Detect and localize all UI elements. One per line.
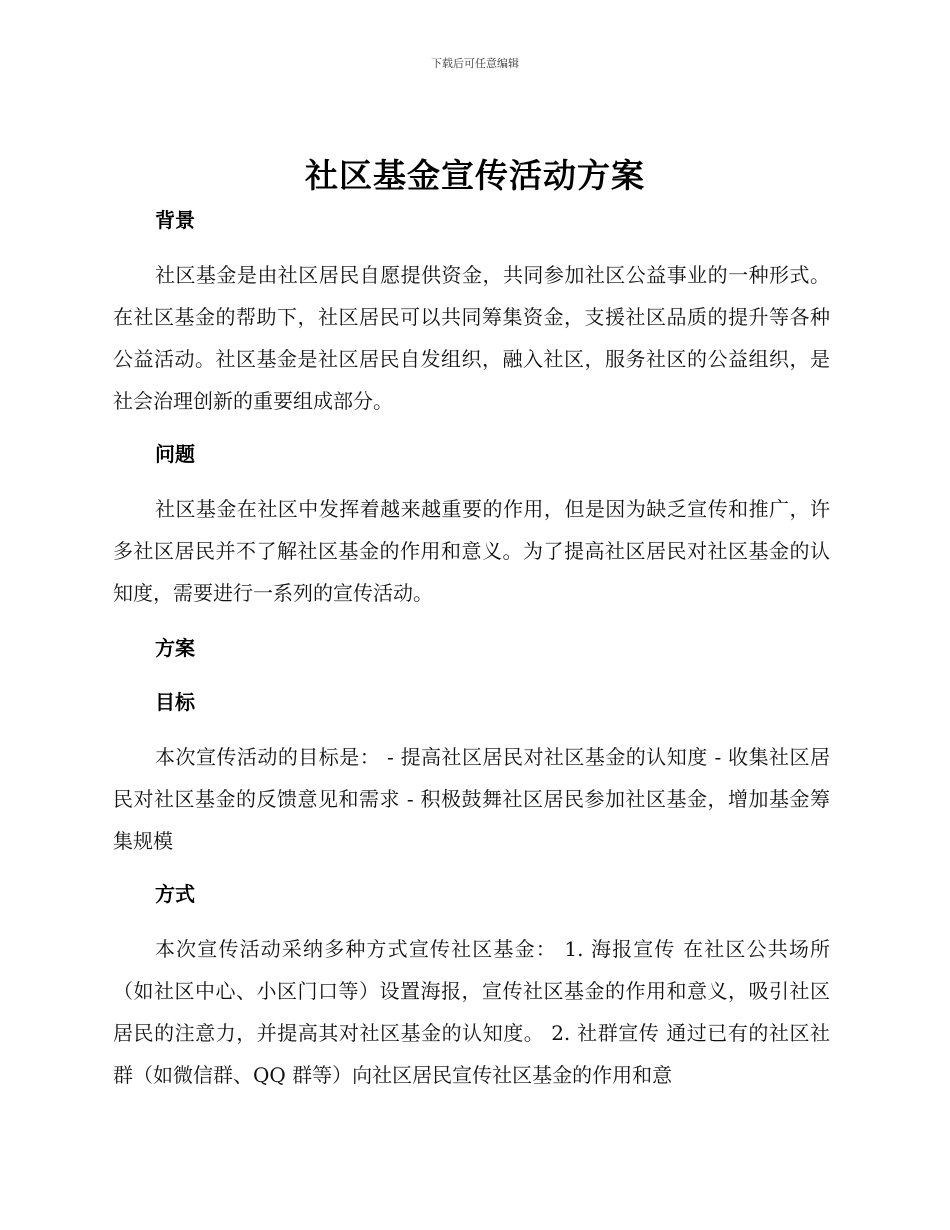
section-paragraph-problem: 社区基金在社区中发挥着越来越重要的作用，但是因为缺乏宣传和推广，许多社区居民并不了解社区基金的作用和意义。为了提高社区居民对社区基金的认知度，需要进行一系列的宣传活动。 <box>113 497 830 605</box>
document-body <box>113 200 830 1096</box>
section-paragraph-goal: 本次宣传活动的目标是： - 提高社区居民对社区基金的认知度 - 收集社区居民对社区基金的反馈意见和需求 - 积极鼓舞社区居民参加社区基金，增加基金筹集规模 <box>113 745 830 853</box>
section-plan <box>113 628 830 668</box>
section-heading-method: 方式 <box>155 882 195 906</box>
section-goal <box>113 682 830 862</box>
section-paragraph-method: 本次宣传活动采纳多种方式宣传社区基金： 1. 海报宣传 在社区公共场所（如社区中心、小区门口等）设置海报，宣传社区基金的作用和意义，吸引社区居民的注意力，并提高其对社区基金的认知度。 2. 社群宣传 通过已有的社区社群（如微信群、QQ 群等）向社区居民宣传社区基金的作用和意 <box>113 937 830 1087</box>
section-heading-background: 背景 <box>155 208 195 232</box>
section-heading-goal: 目标 <box>155 690 195 714</box>
page-header-note: 下载后可任意编辑 <box>431 57 519 70</box>
section-method <box>113 874 830 1096</box>
section-problem <box>113 434 830 614</box>
section-heading-problem: 问题 <box>155 442 195 466</box>
document-title: 社区基金宣传活动方案 <box>305 156 645 195</box>
section-paragraph-background: 社区基金是由社区居民自愿提供资金，共同参加社区公益事业的一种形式。在社区基金的帮助下，社区居民可以共同筹集资金，支援社区品质的提升等各种公益活动。社区基金是社区居民自发组织，融入社区，服务社区的公益组织，是社会治理创新的重要组成部分。 <box>113 263 830 413</box>
section-heading-plan: 方案 <box>155 636 195 660</box>
section-background <box>113 200 830 422</box>
